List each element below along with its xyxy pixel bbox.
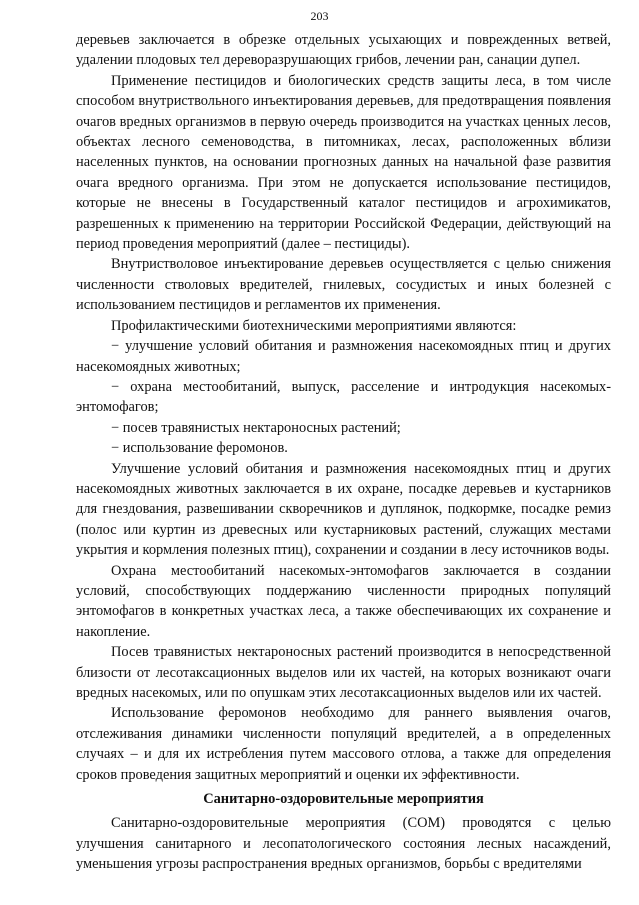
paragraph-pesticides: Применение пестицидов и биологических средств защиты леса, в том числе способом внутриствольного инъектирования деревьев, для предотвращения появления очагов вредных организмов в первую очередь производится на участках ценных лесов, объектах лесного семеноводства, в питомниках, лесах, расположенных вблизи населенных пунктов, на основании прогнозных данных на начальной фазе развития очага вредного организма. При этом не допускается использование пестицидов, которые не внесены в Государственный каталог пестицидов и агрохимикатов, разрешенных к применению на территории Российской Федерации, действующий на период проведения мероприятий (далее – пестициды). (76, 72, 611, 253)
section-heading: Санитарно-оздоровительные мероприятия (203, 791, 484, 808)
list-item-nectar-plants: − посев травянистых нектароносных растений; (111, 419, 401, 436)
list-item-birds: − улучшение условий обитания и размножения насекомоядных птиц и других насекомоядных животных; (76, 338, 611, 375)
paragraph-pheromones: Использование феромонов необходимо для раннего выявления очагов, отслеживания динамики численности популяций вредителей, а в определенных случаях – и для их истребления путем массового отлова, а также для определения сроков проведения защитных мероприятий и оценки их эффективности. (76, 705, 611, 783)
paragraph-injection: Внутристволовое инъектирование деревьев осуществляется с целью снижения численности стволовых вредителей, гнилевых, сосудистых и иных болезней с использованием пестицидов и регламентов их применения. (76, 256, 611, 314)
list-item-entomophages: − охрана местообитаний, выпуск, расселение и интродукция насекомых-энтомофагов; (76, 378, 611, 416)
list-item-pheromones: − использование феромонов. (111, 440, 288, 457)
paragraph-nectar-plants: Посев травянистых нектароносных растений производится в непосредственной близости от лесотаксационных выделов или их частей, на которых возникают очаги вредных насекомых, или по опушкам этих лесотаксационных выделов или их частей. (76, 644, 611, 701)
paragraph-continued: деревьев заключается в обрезке отдельных усыхающих и поврежденных ветвей, удалении плодовых тел дереворазрушающих грибов, лечении ран, санации дупел. (76, 32, 611, 69)
paragraph-som: Санитарно-оздоровительные мероприятия (СОМ) проводятся с целью улучшения санитарного и лесопатологического состояния лесных насаждений, уменьшения угрозы распространения вредных организмов, борьбы с вредителями (76, 815, 611, 873)
paragraph-biotech-intro: Профилактическими биотехническими мероприятиями являются: (111, 317, 517, 334)
page-number: 203 (310, 9, 329, 23)
paragraph-entomophages: Охрана местообитаний насекомых-энтомофагов заключается в создании условий, способствующих поддержанию численности природных популяций энтомофагов в конкретных участках леса, а также обеспечивающих их сохранение и накопление. (76, 562, 611, 640)
paragraph-birds: Улучшение условий обитания и размножения насекомоядных птиц и других насекомоядных животных заключается в их охране, посадке деревьев и кустарников для гнездования, развешивании скворечников и дуплянок, подкормке, посадке ремиз (полос или куртин из древесных или кустарниковых растений, служащих местами укрытия и кормления полезных птиц), сохранении и создании в лесу источников воды. (76, 460, 611, 559)
document-body (76, 30, 611, 875)
